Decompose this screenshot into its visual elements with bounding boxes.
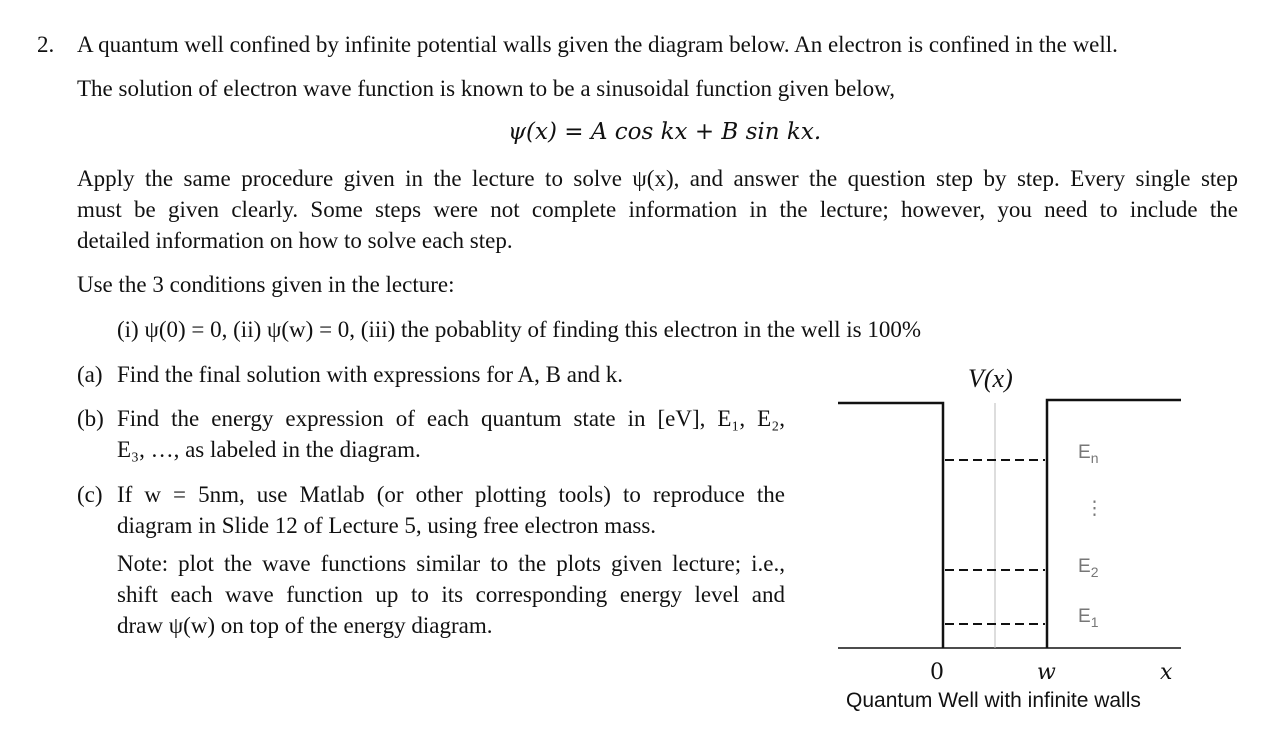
part-c-label: (c)	[77, 482, 103, 507]
part-a-label: (a)	[77, 362, 103, 387]
intro-line-1: A quantum well confined by infinite potential walls given the diagram below. An electron is confined in the well.	[77, 32, 1118, 57]
wave-equation: ψ(x) = A cos kx + B sin kx.	[508, 119, 822, 145]
potential-axis-label: V(x)	[968, 364, 1013, 393]
x-axis-label: x	[1160, 660, 1173, 685]
energy-level-en-label: $E_n$	[1078, 442, 1099, 466]
note-line-2: shift each wave function up to its corresponding energy level and	[117, 582, 785, 607]
part-b-line-1: Find the energy expression of each quantum state in [eV], E₁, E₂,	[117, 406, 785, 431]
energy-level-e2-label: $E_2$	[1078, 556, 1099, 580]
energy-level-e1-label: $E_1$	[1078, 606, 1099, 630]
energy-level-dots: ⋮	[1085, 498, 1104, 519]
diagram-caption: Quantum Well with infinite walls	[846, 689, 1141, 712]
x-origin-label: 0	[930, 660, 944, 685]
intro-line-2: The solution of electron wave function is known to be a sinusoidal function given below,	[77, 76, 896, 101]
apply-line-1: Apply the same procedure given in the lecture to solve ψ(x), and answer the question step by step. Every single step	[77, 166, 1238, 191]
well-potential-outline	[838, 400, 1181, 648]
apply-line-3: detailed information on how to solve each step.	[77, 228, 513, 253]
use-conditions-text: Use the 3 conditions given in the lecture:	[77, 272, 455, 297]
part-c-line-2: diagram in Slide 12 of Lecture 5, using free electron mass.	[117, 513, 657, 538]
part-a-text: Find the final solution with expressions for A, B and k.	[117, 362, 623, 387]
x-w-label: w	[1037, 660, 1056, 685]
part-b-line-2: E₃, …, as labeled in the diagram.	[117, 437, 421, 462]
part-c-line-1: If w = 5nm, use Matlab (or other plotting tools) to reproduce the	[117, 482, 785, 507]
part-b-label: (b)	[77, 406, 104, 431]
conditions-list: (i) ψ(0) = 0, (ii) ψ(w) = 0, (iii) the pobablity of finding this electron in the well is 100%	[117, 317, 921, 342]
note-line-3: draw ψ(w) on top of the energy diagram.	[117, 613, 493, 638]
note-line-1: Note: plot the wave functions similar to the plots given lecture; i.e.,	[117, 551, 785, 576]
problem-number: 2.	[37, 32, 55, 57]
apply-line-2: must be given clearly. Some steps were not complete information in the lecture; however, you need to include the	[77, 197, 1238, 222]
